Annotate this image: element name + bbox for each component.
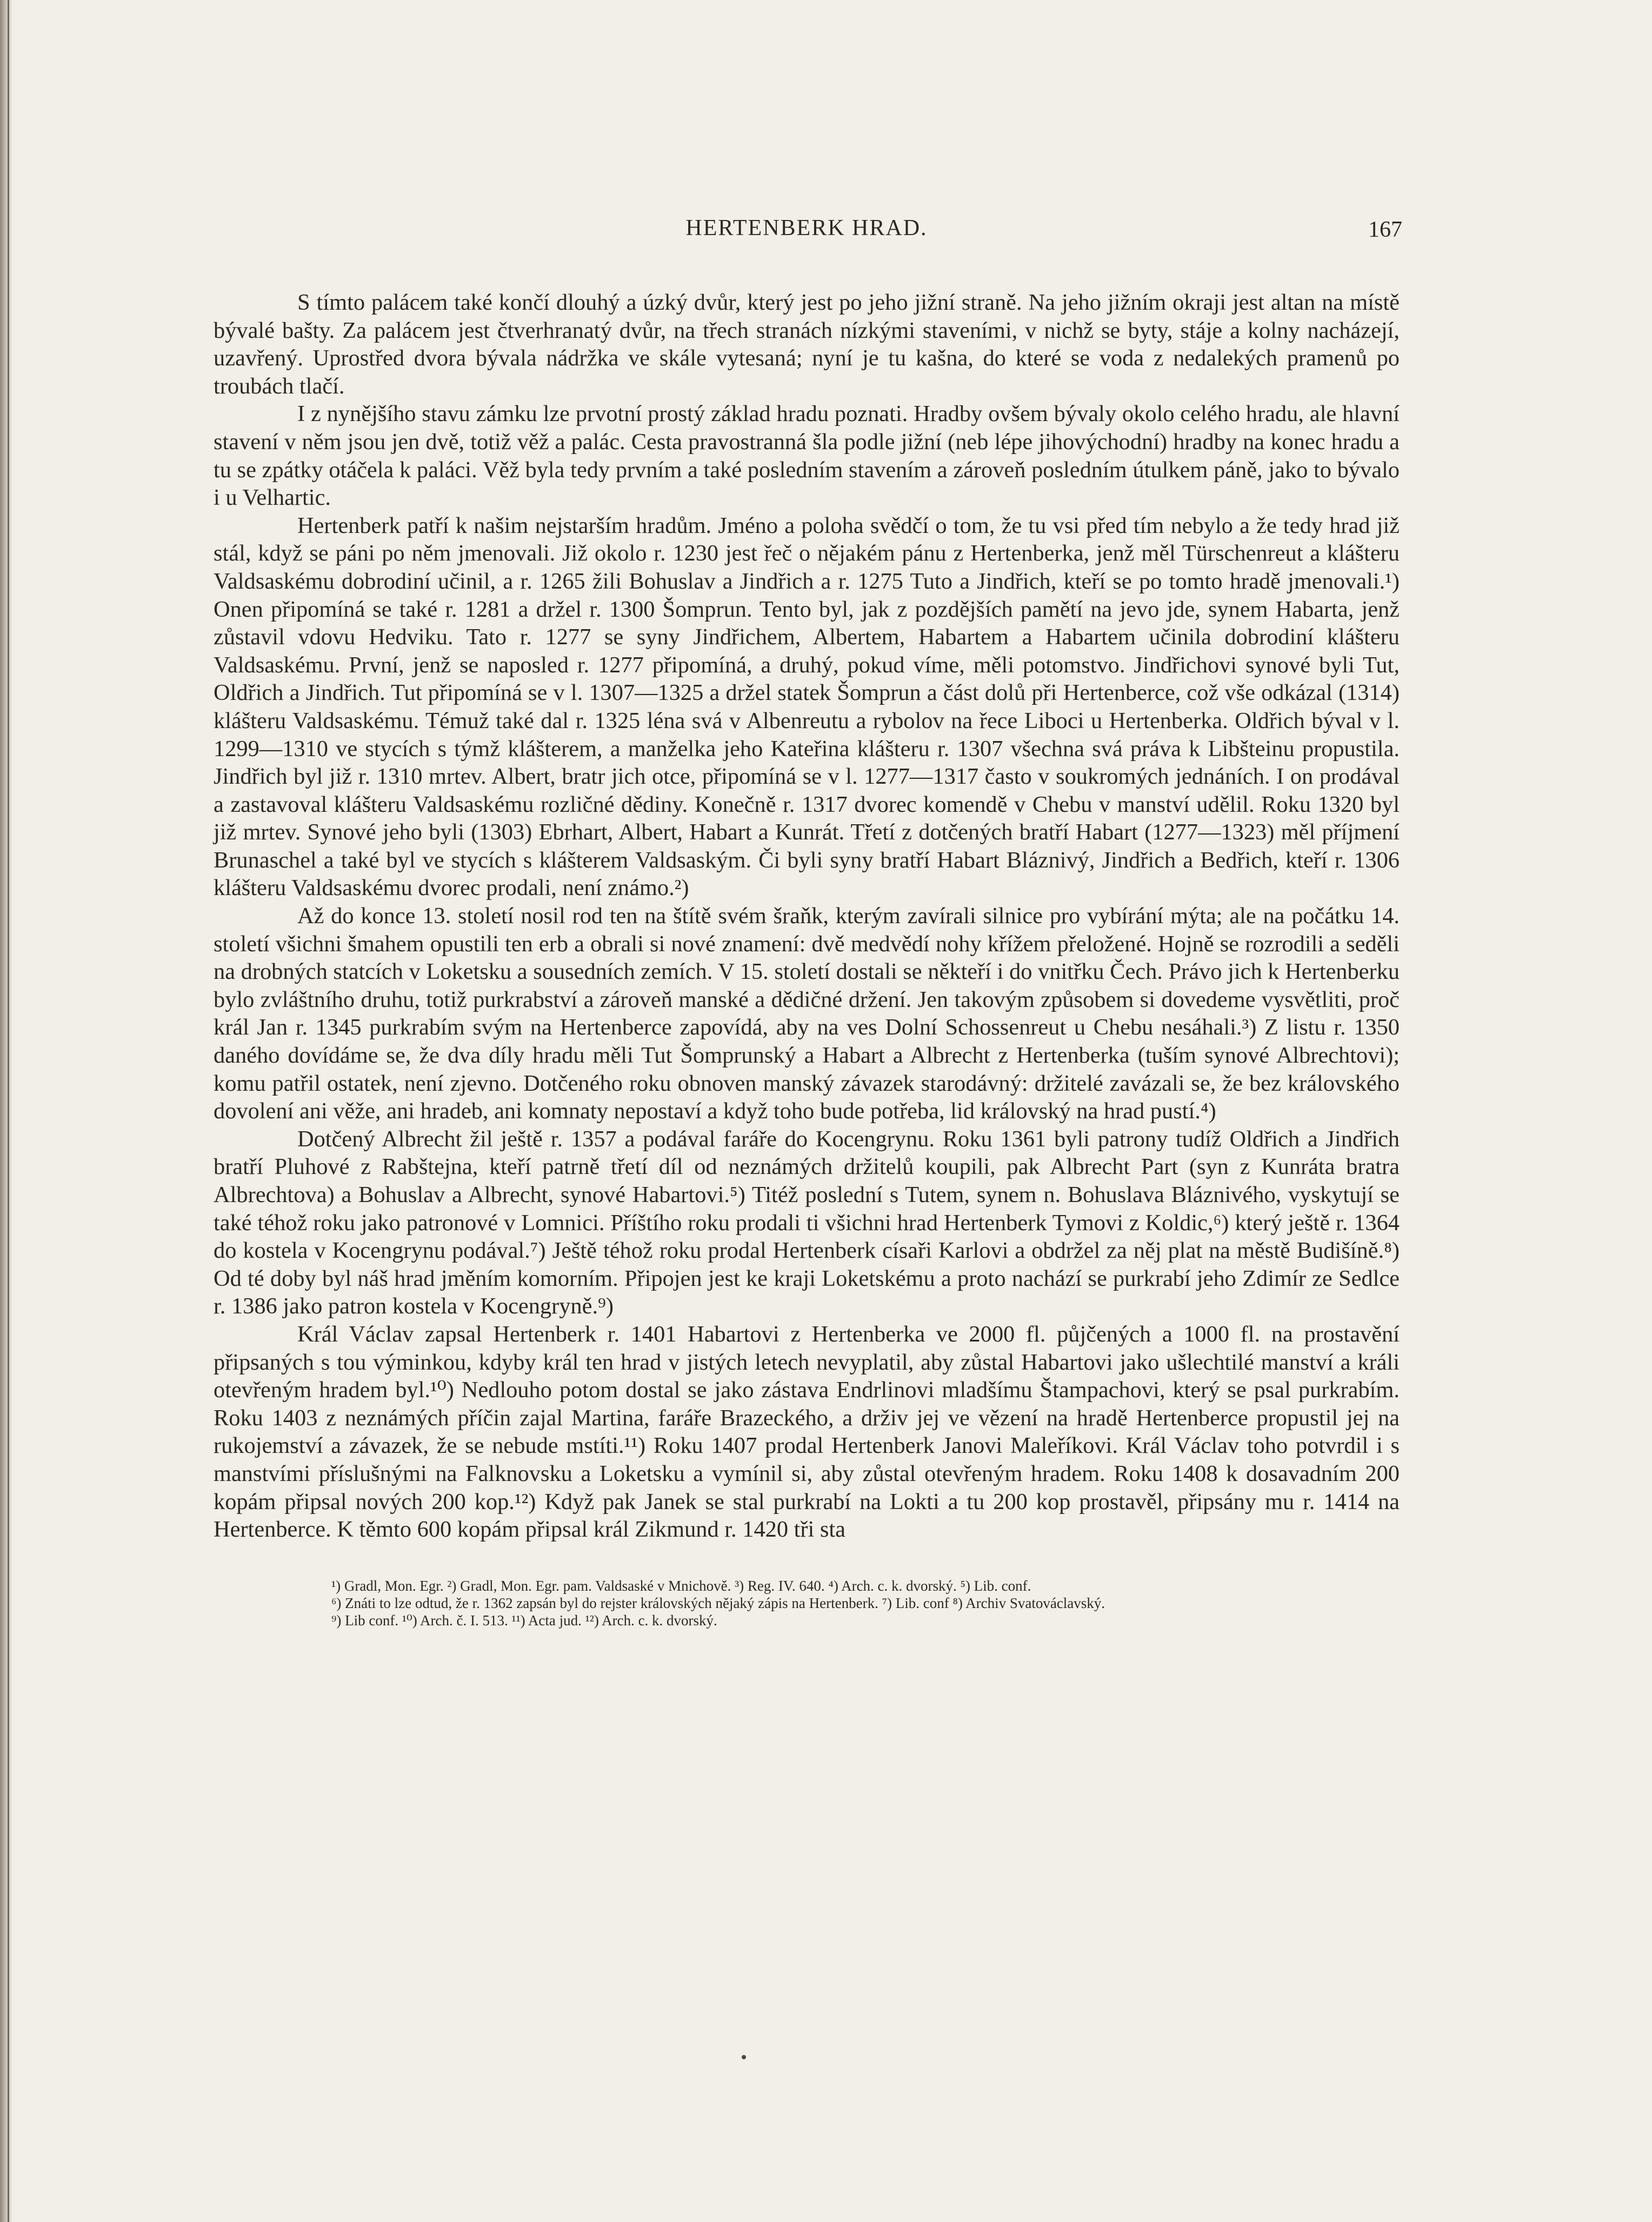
paragraph: S tímto palácem také končí dlouhý a úzký dvůr, který jest po jeho jižní straně. Na jeho jižním okraji jest altan na místě bývalé bašty. Za palácem jest čtverhranatý dvůr, na třech stranách nízkými staveními, v nichž se byty, stáje a kolny nacházejí, uzavřený. Uprostřed dvora bývala nádržka ve skále vytesaná; nyní je tu kašna, do které se voda z nedalekých pramenů po troubách tlačí. bbox=[214, 290, 1400, 399]
page-number: 167 bbox=[1368, 217, 1402, 242]
paragraph: Hertenberk patří k našim nejstarším hradům. Jméno a poloha svědčí o tom, že tu vsi před tím nebylo a že tedy hrad již stál, když se páni po něm jmenovali. Již okolo r. 1230 jest řeč o nějakém pánu z Hertenberka, jenž měl Türschenreut a klášteru Valdsaskému dobrodiní učinil, a r. 1265 žili Bohuslav a Jindřich a r. 1275 Tuto a Jindřich, kteří se po tomto hradě jmenovali.¹) Onen připomíná se také r. 1281 a držel r. 1300 Šomprun. Tento byl, jak z pozdějších pamětí na jevo jde, synem Habarta, jenž zůstavil vdovu Hedviku. Tato r. 1277 se syny Jindřichem, Albertem, Habartem a Habartem učinila dobrodiní klášteru Valdsaskému. První, jenž se naposled r. 1277 připomíná, a druhý, pokud víme, měli potomstvo. Jindřichovi synové byli Tut, Oldřich a Jindřich. Tut připomíná se v l. 1307—1325 a držel statek Šomprun a část dolů při Hertenberce, což vše odkázal (1314) klášteru Valdsaskému. Témuž také dal r. 1325 léna svá v Albenreutu a rybolov na řece Liboci u Hertenberka. Oldřich býval v l. 1299—1310 ve stycích s týmž klášterem, a manželka jeho Kateřina klášteru r. 1307 všechna svá práva k Libšteinu propustila. Jindřich byl již r. 1310 mrtev. Albert, bratr jich otce, připomíná se v l. 1277—1317 často v soukromých jednáních. I on prodával a zastavoval klášteru Valdsaskému rozličné dědiny. Konečně r. 1317 dvorec komendě v Chebu v manství udělil. Roku 1320 byl již mrtev. Synové jeho byli (1303) Ebrhart, Albert, Habart a Kunrát. Třetí z dotčených bratří Habart (1277—1323) měl příjmení Brunaschel a také byl ve stycích s klášterem Valdsaským. Či byli syny bratří Habart Bláznivý, Jindřich a Bedřich, kteří r. 1306 klášteru Valdsaskému dvorec prodali, není známo.²) bbox=[214, 512, 1400, 901]
footnotes bbox=[214, 1577, 1400, 1629]
binding-line bbox=[8, 0, 9, 2222]
book-spine-edge bbox=[0, 0, 12, 2222]
page-header bbox=[214, 215, 1400, 253]
footnote-line: ⁶) Znáti to lze odtud, že r. 1362 zapsán byl do rejster královských nějaký zápis na Hertenberk. ⁷) Lib. conf ⁸) Archiv Svatováclavský. bbox=[331, 1594, 1105, 1611]
running-title: HERTENBERK HRAD. bbox=[685, 216, 928, 241]
footnote-line: ⁹) Lib conf. ¹⁰) Arch. č. I. 513. ¹¹) Acta jud. ¹²) Arch. c. k. dvorský. bbox=[331, 1612, 717, 1629]
footnote-line: ¹) Gradl, Mon. Egr. ²) Gradl, Mon. Egr. pam. Valdsaské v Mnichově. ³) Reg. IV. 640. ⁴) Arch. c. k. dvorský. ⁵) Lib. conf. bbox=[331, 1577, 1031, 1594]
paragraph: Až do konce 13. století nosil rod ten na štítě svém šraňk, kterým zavírali silnice pro vybírání mýta; ale na počátku 14. století všichni šmahem opustili ten erb a obrali si nové znamení: dvě medvědí nohy křížem přeložené. Hojně se rozrodili a seděli na drobných statcích v Loketsku a sousedních zemích. V 15. století dostali se někteří i do vnitřku Čech. Právo jich k Hertenberku bylo zvláštního druhu, totiž purkrabství a zároveň manské a dědičné držení. Jen takovým způsobem si dovedeme vysvětliti, proč král Jan r. 1345 purkrabím svým na Hertenberce zapovídá, aby na ves Dolní Schossenreut u Chebu nesáhali.³) Z listu r. 1350 daného dovídáme se, že dva díly hradu měli Tut Šomprunský a Habart a Albrecht z Hertenberka (tuším synové Albrechtovi); komu patřil ostatek, není zjevno. Dotčeného roku obnoven manský závazek starodávný: držitelé zavázali se, že bez královského dovolení ani věže, ani hradeb, ani komnaty nepostaví a když toho bude potřeba, lid královský na hrad pustí.⁴) bbox=[214, 903, 1400, 1124]
paragraph: I z nynějšího stavu zámku lze prvotní prostý základ hradu poznati. Hradby ovšem bývaly okolo celého hradu, ale hlavní stavení v něm jsou jen dvě, totiž věž a palác. Cesta pravostranná šla podle jižní (neb lépe jihovýchodní) hradby na konec hradu a tu se zpátky otáčela k paláci. Věž byla tedy prvním a také posledním stavením a zároveň posledním útulkem páně, jako to bývalo i u Velhartic. bbox=[214, 401, 1400, 511]
paragraph: Král Václav zapsal Hertenberk r. 1401 Habartovi z Hertenberka ve 2000 fl. půjčených a 1000 fl. na prostavění připsaných s tou výminkou, kdyby král ten hrad v jistých letech nevyplatil, aby zůstal Habartovi jako ušlechtilé manství a králi otevřeným hradem byl.¹⁰) Nedlouho potom dostal se jako zástava Endrlinovi mladšímu Štampachovi, který se psal purkrabím. Roku 1403 z neznámých příčin zajal Martina, faráře Brazeckého, a drživ jej ve vězení na hradě Hertenberce propustil jej na rukojemství a závazek, že se nebude mstíti.¹¹) Roku 1407 prodal Hertenberk Janovi Maleříkovi. Král Václav toho potvrdil i s manstvími příslušnými na Falknovsku a Loketsku a vymínil si, aby zůstal otevřeným hradem. Roku 1408 k dosavadním 200 kopám připsal nových 200 kop.¹²) Když pak Janek se stal purkrabí na Lokti a tu 200 kop prostavěl, připsány mu r. 1414 na Hertenberce. K těmto 600 kopám připsal král Zikmund r. 1420 tři sta bbox=[214, 1321, 1400, 1543]
body-text bbox=[214, 289, 1400, 1544]
page bbox=[214, 215, 1400, 1629]
paragraph: Dotčený Albrecht žil ještě r. 1357 a podával faráře do Kocengrynu. Roku 1361 byli patrony tudíž Oldřich a Jindřich bratří Pluhové z Rabštejna, kteří patrně třetí díl od neznámých držitelů koupili, pak Albrecht Part (syn z Kunráta bratra Albrechtova) a Bohuslav a Albrecht, synové Habartovi.⁵) Titéž poslední s Tutem, synem n. Bohuslava Bláznivého, vyskytují se také téhož roku jako patronové v Lomnici. Příštího roku prodali ti všichni hrad Hertenberk Tymovi z Koldic,⁶) který ještě r. 1364 do kostela v Kocengrynu podával.⁷) Ještě téhož roku prodal Hertenberk císaři Karlovi a obdržel za něj plat na městě Budišíně.⁸) Od té doby byl náš hrad jměním komorním. Připojen jest ke kraji Loketskému a proto nachází se purkrabí jeho Zdimír ze Sedlce r. 1386 jako patron kostela v Kocengryně.⁹) bbox=[214, 1126, 1400, 1319]
printer-dot-mark bbox=[742, 2055, 746, 2059]
